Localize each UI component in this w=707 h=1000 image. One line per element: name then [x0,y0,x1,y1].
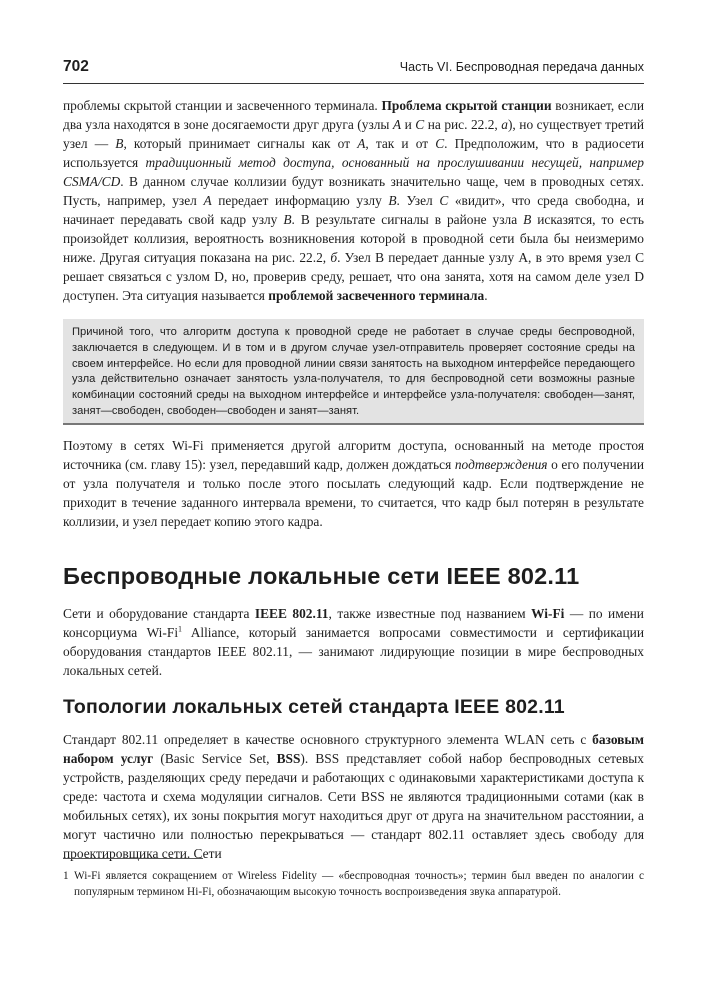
note-box [63,319,644,425]
running-head: Часть VI. Беспроводная передача данных [399,60,644,74]
paragraph-ieee-intro: Сети и оборудование стандарта IEEE 802.11, также известные под названием Wi-Fi — по имени консорциума Wi-Fi$^1$ Alliance, который занимается вопросами совместимости и сертификации оборудования стандартов IEEE 802.11, — занимают лидирующие позиции в мире беспроводных локальных сетей. [63,606,644,678]
page-number: 702 [63,58,89,75]
page-header [63,58,644,82]
section-heading: Беспроводные локальные сети IEEE 802.11 [63,563,580,589]
header-rule [63,83,644,84]
note-text: Причиной того, что алгоритм доступа к проводной среде не работает в случае среды беспроводной, заключается в следующем. И в том и в другом случае узел-отправитель проверяет состояние среды на своем интерфейсе. Но если для проводной линии связи занятость на выходном интерфейсе передающего узла действительно означает занятость узла-получателя, то для беспроводной сети возможны разные комбинации состояний среды на выходном интерфейсе и интерфейсе узла-получателя: свободен—занят, занят—свободен, свободен—свободен и занят—занят. [72,326,635,417]
footnote [63,868,644,900]
footnote-mark: 1 [63,870,69,882]
paragraph-hidden-station: проблемы скрытой станции и засвеченного терминала. Проблема скрытой станции возникает, если два узла находятся в зоне досягаемости друг друга (узлы A и C на рис. 22.2, а), но существует третий узел — B, который принимает сигналы как от A, так и от C. Предположим, что в радиосети используется традиционный метод доступа, основанный на прослушивании несущей, например CSMA/CD. В данном случае коллизии будут возникать значительно чаще, чем в проводных сетях. Пусть, например, узел A передает информацию узлу B. Узел C «видит», что среда свободна, и начинает передавать свой кадр узлу B. В результате сигналы в районе узла B исказятся, то есть произойдет коллизия, вероятность возникновения которой в проводной сети была бы неизмеримо ниже. Другая ситуация показана на рис. 22.2, б. Узел B передает данные узлу A, в это время узел C решает связаться с узлом D, но, проверив среду, решает, что она занята, хотя на самом деле узел D доступен. Эта ситуация называется проблемой засвеченного терминала. [63,98,645,303]
footnote-reference: 1 [178,624,183,634]
subsection-heading: Топологии локальных сетей стандарта IEEE 802.11 [63,696,565,718]
paragraph-wifi-access: Поэтому в сетях Wi-Fi применяется другой алгоритм доступа, основанный на методе простоя источника (см. главу 15): узел, передавший кадр, должен дождаться подтверждения о его получении от узла получателя и только после этого посылать следующий кадр. Если подтверждение не приходит в течение заданного интервала времени, то считается, что кадр был потерян в результате коллизии, и узел передает копию этого кадра. [63,438,644,529]
footnote-text: Wi-Fi является сокращением от Wireless Fidelity — «беспроводная точность»; термин был введен по аналогии с популярным термином Hi-Fi, обозначающим высокую точность воспроизведения звука аппаратурой. [74,870,644,898]
paragraph-topology: Стандарт 802.11 определяет в качестве основного структурного элемента WLAN сеть с базовым набором услуг (Basic Service Set, BSS). BSS представляет собой набор беспроводных сетевых устройств, разделяющих среду передачи и работающих с одинаковыми характеристиками доступа к среде: частота и схема модуляции сигналов. Сети BSS не являются традиционными сотами (как в мобильных сетях), их зоны покрытия могут находиться друг от друга на значительном расстоянии, а могут частично или полностью перекрываться — стандарт 802.11 оставляет здесь свободу для проектировщика сети. Сети [63,732,644,861]
footnote-rule [63,858,203,859]
